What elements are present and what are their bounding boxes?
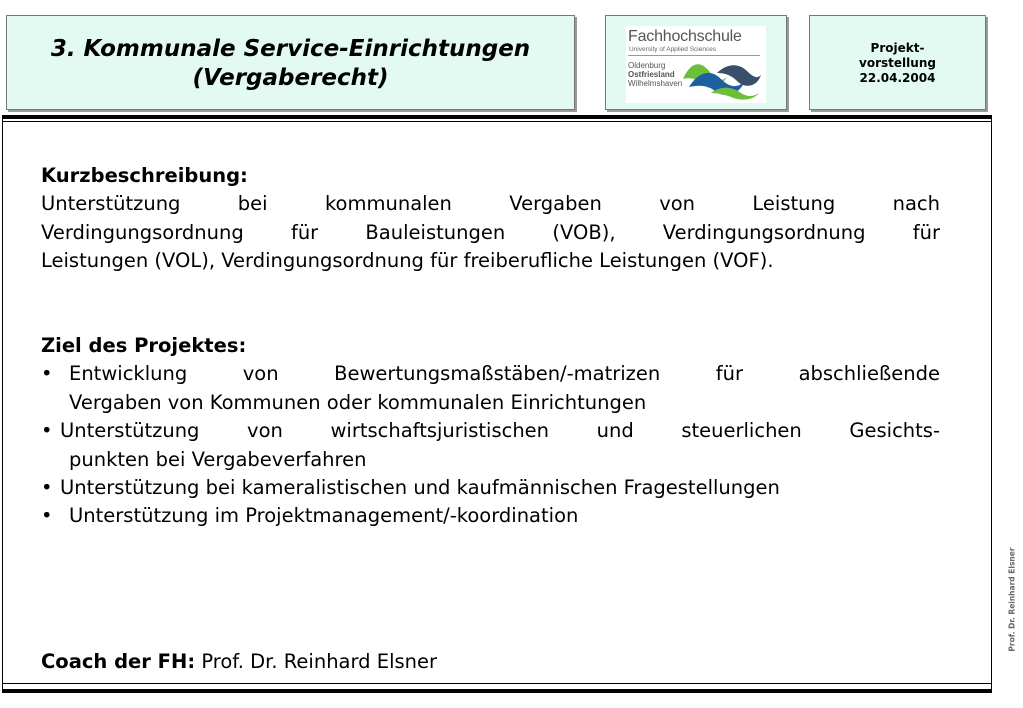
goal-item xyxy=(41,417,940,474)
bullet-icon: • xyxy=(41,419,53,443)
top-border-thick xyxy=(2,115,992,119)
goal-line: Entwicklung von Bewertungsmaßstäben/-matrizen für abschließende xyxy=(69,362,940,386)
info-box xyxy=(809,15,986,110)
university-logo xyxy=(626,26,766,103)
short-description-heading: Kurzbeschreibung: xyxy=(41,164,248,187)
logo-divider xyxy=(628,55,760,56)
left-border xyxy=(2,115,3,693)
info-line3: 22.04.2004 xyxy=(859,71,936,85)
goal-item xyxy=(41,360,940,417)
wave-logo-icon xyxy=(681,57,763,101)
page-title-line2: (Vergaberecht) xyxy=(192,65,389,91)
goal-line: Unterstützung bei kameralistischen und kaufmännischen Fragestellungen xyxy=(60,476,780,500)
author-vertical-text: Prof. Dr. Reinhard Elsner xyxy=(1007,547,1017,652)
project-goals-heading: Ziel des Projektes: xyxy=(41,334,247,357)
bottom-border-thick xyxy=(2,689,992,693)
coach-line xyxy=(41,648,437,676)
page-title-line1: 3. Kommunale Service-Einrichtungen xyxy=(50,36,531,62)
info-line2: vorstellung xyxy=(859,56,936,70)
short-description xyxy=(41,162,940,276)
coach-name: Prof. Dr. Reinhard Elsner xyxy=(201,650,438,673)
short-description-line: Verdingungsordnung für Bauleistungen (VOB), Verdingungsordnung für xyxy=(41,220,940,244)
info-line1: Projekt- xyxy=(870,41,925,55)
short-description-line: Unterstützung bei kommunalen Vergaben von Leistung nach xyxy=(41,192,940,216)
bottom-border-thin xyxy=(2,683,992,684)
right-border xyxy=(991,115,992,693)
author-sidebar xyxy=(1004,540,1018,664)
bullet-icon: • xyxy=(41,504,53,528)
title-box xyxy=(6,15,575,110)
goal-line: punkten bei Vergabeverfahren xyxy=(69,447,367,471)
goal-line: Unterstützung von wirtschaftsjuristischen und steuerlichen Gesichts- xyxy=(60,419,940,443)
goal-line: Unterstützung im Projektmanagement/-koordination xyxy=(69,504,579,528)
logo-box xyxy=(605,15,787,110)
presentation-info xyxy=(810,41,985,86)
short-description-line: Leistungen (VOL), Verdingungsordnung für freiberufliche Leistungen (VOF). xyxy=(41,249,774,273)
coach-label: Coach der FH: xyxy=(41,650,196,673)
goal-line: Vergaben von Kommunen oder kommunalen Einrichtungen xyxy=(69,390,647,414)
bullet-icon: • xyxy=(41,362,53,386)
top-border-thin xyxy=(2,121,992,122)
project-goals xyxy=(41,332,940,531)
logo-name: Fachhochschule xyxy=(628,28,742,45)
logo-city-2: Ostfriesland xyxy=(628,70,675,79)
logo-city-1: Oldenburg xyxy=(628,61,666,70)
goal-item xyxy=(41,474,940,502)
slide-content xyxy=(41,162,940,673)
logo-city-3: Wilhelmshaven xyxy=(628,79,683,88)
logo-subtitle: University of Applied Sciences xyxy=(629,46,717,53)
goal-item xyxy=(41,502,940,530)
bullet-icon: • xyxy=(41,476,53,500)
page-title xyxy=(7,35,574,93)
